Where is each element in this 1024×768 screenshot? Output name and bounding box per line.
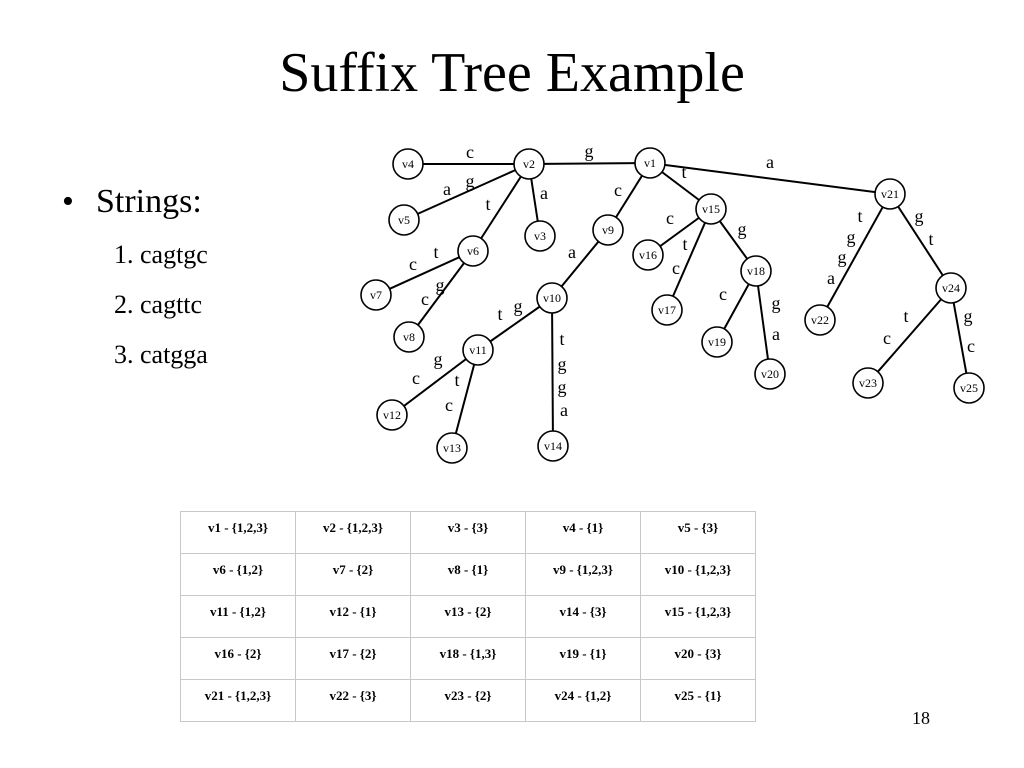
edge-v2-v1 bbox=[529, 163, 650, 164]
table-cell: v23 - {2} bbox=[411, 680, 526, 722]
table-cell: v1 - {1,2,3} bbox=[181, 512, 296, 554]
page-number: 18 bbox=[912, 708, 930, 728]
edge-label-v21-v22: a bbox=[827, 268, 835, 288]
bullet-dot: • bbox=[62, 183, 74, 220]
tree-node-label: v20 bbox=[761, 367, 779, 381]
edge-label-v15-v16: c bbox=[666, 208, 674, 228]
edge-label-v1-v9: c bbox=[614, 180, 622, 200]
tree-node-v19 bbox=[702, 327, 732, 357]
tree-node-v18 bbox=[741, 256, 771, 286]
edge-v24-v23 bbox=[868, 288, 951, 383]
tree-node-label: v13 bbox=[443, 441, 461, 455]
tree-node-v14 bbox=[538, 431, 568, 461]
tree-node-v20 bbox=[755, 359, 785, 389]
tree-node-v9 bbox=[593, 215, 623, 245]
tree-node-v16 bbox=[633, 240, 663, 270]
table-cell: v9 - {1,2,3} bbox=[526, 554, 641, 596]
tree-node-v13 bbox=[437, 433, 467, 463]
edge-label-v11-v13: c bbox=[445, 395, 453, 415]
edge-label-v2-v6: t bbox=[485, 194, 491, 214]
table-cell: v5 - {3} bbox=[641, 512, 756, 554]
slide-title: Suffix Tree Example bbox=[279, 42, 745, 104]
tree-node-v4 bbox=[393, 149, 423, 179]
edge-label-v10-v14: g bbox=[557, 377, 567, 397]
edge-label-v15-v17: c bbox=[672, 258, 680, 278]
tree-node-label: v18 bbox=[747, 264, 765, 278]
table-cell: v3 - {3} bbox=[411, 512, 526, 554]
table-cell: v2 - {1,2,3} bbox=[296, 512, 411, 554]
table-row bbox=[181, 680, 756, 722]
edge-label-v15-v18: g bbox=[737, 219, 747, 239]
tree-node-label: v14 bbox=[544, 439, 562, 453]
table-row bbox=[181, 596, 756, 638]
table-cell: v19 - {1} bbox=[526, 638, 641, 680]
tree-node-v10 bbox=[537, 283, 567, 313]
table-cell: v25 - {1} bbox=[641, 680, 756, 722]
edge-label-v2-v4: c bbox=[466, 142, 474, 162]
string-item-2: 2. cagttc bbox=[114, 290, 203, 319]
tree-node-label: v7 bbox=[370, 288, 382, 302]
tree-node-label: v5 bbox=[398, 213, 410, 227]
tree-node-label: v9 bbox=[602, 223, 614, 237]
table-row bbox=[181, 638, 756, 680]
edge-label-v21-v24: t bbox=[928, 229, 934, 249]
tree-node-v24 bbox=[936, 273, 966, 303]
edge-label-v11-v12: c bbox=[412, 368, 420, 388]
edge-label-v18-v20: a bbox=[772, 324, 780, 344]
edge-label-v2-v1: g bbox=[584, 141, 594, 161]
edge-label-v10-v14: g bbox=[557, 354, 567, 374]
tree-node-label: v19 bbox=[708, 335, 726, 349]
table-cell: v24 - {1,2} bbox=[526, 680, 641, 722]
tree-node-v11 bbox=[463, 335, 493, 365]
edge-label-v9-v10: a bbox=[568, 242, 576, 262]
table-cell: v20 - {3} bbox=[641, 638, 756, 680]
edge-v21-v22 bbox=[820, 194, 890, 320]
table-cell: v11 - {1,2} bbox=[181, 596, 296, 638]
edge-label-v24-v25: c bbox=[967, 336, 975, 356]
edge-label-v1-v15: t bbox=[681, 162, 687, 182]
edge-label-v21-v22: g bbox=[846, 227, 856, 247]
edge-label-v6-v7: t bbox=[433, 242, 439, 262]
tree-node-label: v3 bbox=[534, 229, 546, 243]
table-cell: v7 - {2} bbox=[296, 554, 411, 596]
edge-label-v15-v17: t bbox=[682, 234, 688, 254]
edge-label-v11-v12: g bbox=[433, 349, 443, 369]
edge-label-v10-v14: a bbox=[560, 400, 568, 420]
tree-node-v5 bbox=[389, 205, 419, 235]
edge-label-v6-v8: g bbox=[435, 275, 445, 295]
tree-node-v17 bbox=[652, 295, 682, 325]
edge-label-v6-v8: c bbox=[421, 289, 429, 309]
node-sets-table bbox=[180, 511, 756, 722]
table-cell: v17 - {2} bbox=[296, 638, 411, 680]
table-cell: v12 - {1} bbox=[296, 596, 411, 638]
string-item-3: 3. catgga bbox=[114, 340, 208, 369]
table-cell: v16 - {2} bbox=[181, 638, 296, 680]
edge-label-v10-v11: t bbox=[497, 304, 503, 324]
edge-label-v24-v23: t bbox=[903, 306, 909, 326]
tree-node-v1 bbox=[635, 148, 665, 178]
table-row bbox=[181, 554, 756, 596]
table-cell: v15 - {1,2,3} bbox=[641, 596, 756, 638]
table-cell: v13 - {2} bbox=[411, 596, 526, 638]
edge-label-v2-v5: g bbox=[465, 171, 475, 191]
edge-label-v24-v25: g bbox=[963, 306, 973, 326]
table-cell: v8 - {1} bbox=[411, 554, 526, 596]
table-row bbox=[181, 512, 756, 554]
tree-node-label: v17 bbox=[658, 303, 676, 317]
tree-node-label: v21 bbox=[881, 187, 899, 201]
table-cell: v10 - {1,2,3} bbox=[641, 554, 756, 596]
tree-node-label: v2 bbox=[523, 157, 535, 171]
edge-v10-v14 bbox=[552, 298, 553, 446]
tree-node-label: v23 bbox=[859, 376, 877, 390]
table-cell: v21 - {1,2,3} bbox=[181, 680, 296, 722]
tree-node-label: v15 bbox=[702, 202, 720, 216]
table-cell: v4 - {1} bbox=[526, 512, 641, 554]
edge-label-v6-v7: c bbox=[409, 254, 417, 274]
tree-node-v25 bbox=[954, 373, 984, 403]
string-item-1: 1. cagtgc bbox=[114, 240, 208, 269]
strings-heading: Strings: bbox=[96, 183, 202, 220]
tree-node-v8 bbox=[394, 322, 424, 352]
tree-node-label: v11 bbox=[469, 343, 487, 357]
tree-node-label: v10 bbox=[543, 291, 561, 305]
tree-node-v7 bbox=[361, 280, 391, 310]
tree-node-v21 bbox=[875, 179, 905, 209]
edge-label-v21-v22: g bbox=[837, 247, 847, 267]
edge-label-v11-v13: t bbox=[454, 370, 460, 390]
edge-label-v1-v21: a bbox=[766, 152, 774, 172]
edge-label-v10-v14: t bbox=[559, 329, 565, 349]
tree-node-v22 bbox=[805, 305, 835, 335]
edge-label-v24-v23: c bbox=[883, 328, 891, 348]
tree-node-v2 bbox=[514, 149, 544, 179]
tree-node-v23 bbox=[853, 368, 883, 398]
tree-node-label: v1 bbox=[644, 156, 656, 170]
edge-label-v10-v11: g bbox=[513, 296, 523, 316]
tree-node-label: v12 bbox=[383, 408, 401, 422]
table-cell: v22 - {3} bbox=[296, 680, 411, 722]
table-cell: v18 - {1,3} bbox=[411, 638, 526, 680]
tree-node-label: v6 bbox=[467, 244, 479, 258]
tree-node-label: v16 bbox=[639, 248, 657, 262]
tree-node-label: v8 bbox=[403, 330, 415, 344]
tree-node-v3 bbox=[525, 221, 555, 251]
edge-label-v21-v24: g bbox=[914, 206, 924, 226]
tree-node-label: v25 bbox=[960, 381, 978, 395]
tree-node-v12 bbox=[377, 400, 407, 430]
edge-label-v2-v3: a bbox=[540, 183, 548, 203]
tree-node-v15 bbox=[696, 194, 726, 224]
tree-node-label: v4 bbox=[402, 157, 414, 171]
edge-label-v2-v5: a bbox=[443, 179, 451, 199]
table-cell: v6 - {1,2} bbox=[181, 554, 296, 596]
edge-label-v21-v22: t bbox=[857, 206, 863, 226]
table-cell: v14 - {3} bbox=[526, 596, 641, 638]
tree-node-label: v22 bbox=[811, 313, 829, 327]
tree-node-v6 bbox=[458, 236, 488, 266]
edge-label-v18-v19: c bbox=[719, 284, 727, 304]
edge-label-v18-v20: g bbox=[771, 293, 781, 313]
tree-node-label: v24 bbox=[942, 281, 960, 295]
